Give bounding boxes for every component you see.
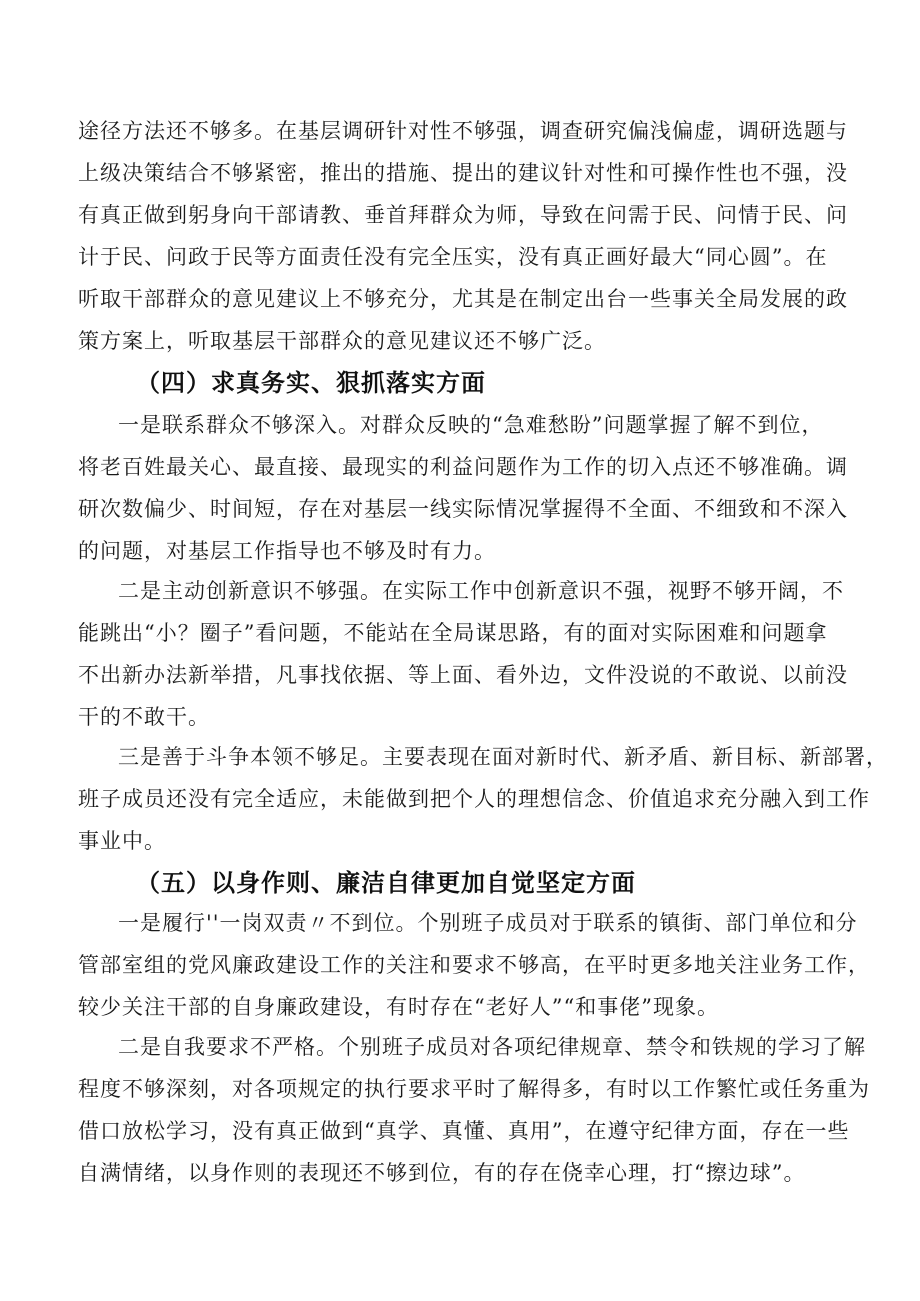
paragraph-line: 的问题，对基层工作指导也不够及时有力。 <box>78 539 496 563</box>
paragraph-line: 一是联系群众不够深入。对群众反映的“急难愁盼”问题掌握了解不到位， <box>118 413 824 437</box>
paragraph-line: 将老百姓最关心、最直接、最现实的利益问题作为工作的切入点还不够准确。调 <box>78 455 848 479</box>
paragraph-line: 较少关注干部的自身廉政建设，有时存在“老好人”“和事佬”现象。 <box>78 995 719 1019</box>
paragraph-line: 策方案上，听取基层干部群众的意见建议还不够广泛。 <box>78 329 606 353</box>
paragraph-line: 有真正做到躬身向干部请教、垂首拜群众为师，导致在问需于民、问情于民、问 <box>78 203 848 227</box>
paragraph-line: 二是自我要求不严格。个别班子成员对各项纪律规章、禁令和铁规的学习了解 <box>118 1035 866 1059</box>
paragraph-line: 借口放松学习，没有真正做到“真学、真懂、真用”，在遵守纪律方面，存在一些 <box>78 1119 850 1143</box>
paragraph-line: 不出新办法新举措，凡事找依据、等上面、看外边，文件没说的不敢说、以前没 <box>78 663 848 687</box>
paragraph-line: 研次数偏少、时间短，存在对基层一线实际情况掌握得不全面、不细致和不深入 <box>78 497 848 521</box>
paragraph-line: 二是主动创新意识不够强。在实际工作中创新意识不强，视野不够开阔，不 <box>118 579 844 603</box>
paragraph-line: 听取干部群众的意见建议上不够充分，尤其是在制定出台一些事关全局发展的政 <box>78 287 848 311</box>
paragraph-line: 程度不够深刻，对各项规定的执行要求平时了解得多，有时以工作繁忙或任务重为 <box>78 1077 870 1101</box>
paragraph-line: 自满情绪，以身作则的表现还不够到位，有的存在侥幸心理，打“擦边球”。 <box>78 1161 806 1185</box>
paragraph-line: 能跳出“小？圈子”看问题，不能站在全局谋思路，有的面对实际困难和问题拿 <box>78 621 828 645</box>
section-heading: （四）求真务实、狠抓落实方面 <box>136 369 486 397</box>
paragraph-line: 管部室组的党风廉政建设工作的关注和要求不够高，在平时更多地关注业务工作， <box>78 953 870 977</box>
paragraph-line: 三是善于斗争本领不够足。主要表现在面对新时代、新矛盾、新目标、新部署， <box>118 745 888 769</box>
section-heading: （五）以身作则、廉洁自律更加自觉坚定方面 <box>136 869 636 897</box>
paragraph-line: 事业中。 <box>78 829 166 853</box>
paragraph-line: 上级决策结合不够紧密，推出的措施、提出的建议针对性和可操作性也不强，没 <box>78 161 848 185</box>
paragraph-line: 一是履行''一岗双责〃不到位。个别班子成员对于联系的镇街、部门单位和分 <box>118 911 858 935</box>
paragraph-line: 班子成员还没有完全适应，未能做到把个人的理想信念、价值追求充分融入到工作 <box>78 787 870 811</box>
paragraph-line: 干的不敢干。 <box>78 705 210 729</box>
paragraph-line: 计于民、问政于民等方面责任没有完全压实，没有真正画好最大“同心圆”。在 <box>78 245 828 269</box>
paragraph-line: 途径方法还不够多。在基层调研针对性不够强，调查研究偏浅偏虚，调研选题与 <box>78 119 848 143</box>
